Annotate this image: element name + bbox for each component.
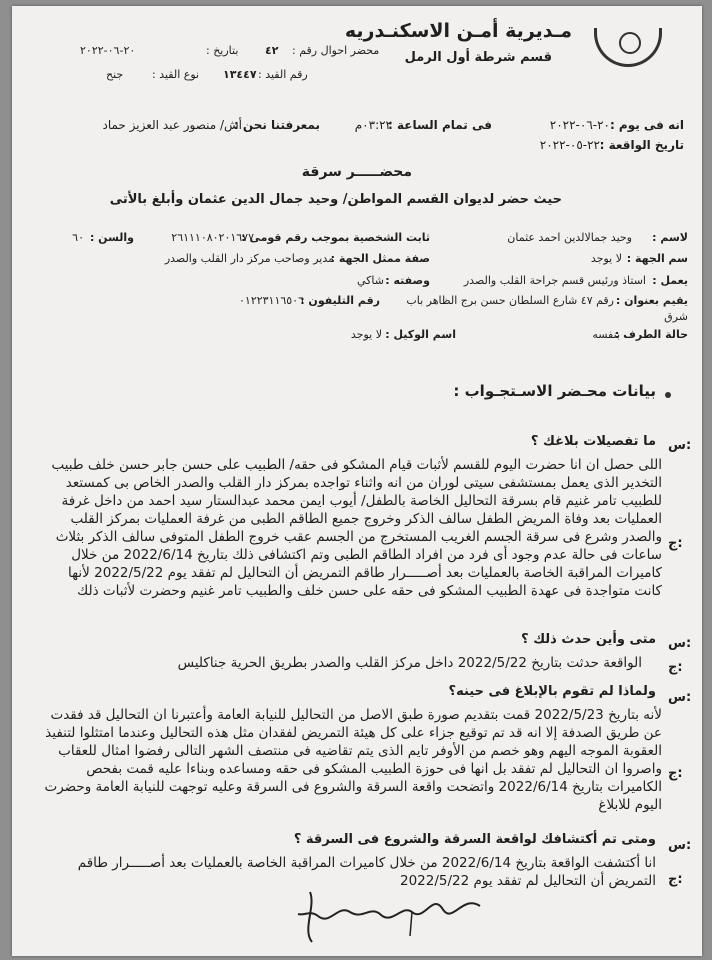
q1-text: ما تفصيلات بلاغك ؟ [530, 434, 656, 449]
work-label: يعمل : [652, 274, 688, 287]
address-label: يقيم بعنوان : [615, 294, 688, 307]
name-label: لاسم : [652, 231, 688, 244]
a1-letter: ج: [668, 536, 683, 551]
department-title: قسم شرطة أول الرمل [404, 50, 552, 65]
id-label: ثابت الشخصية بموجب رقم قومى : [241, 231, 430, 244]
agent-label: اسم الوكيل : [385, 328, 456, 341]
section-bullet-icon [665, 392, 671, 398]
a2-letter: ج: [668, 660, 683, 675]
day-value: ٢٠-٠٦-٢٠٢٢ [549, 118, 610, 132]
q2-text: متى وأين حدث ذلك ؟ [521, 632, 656, 647]
entity-value: لا يوجد [590, 252, 622, 265]
by-label: بمعرفتنا نحن : [233, 118, 320, 132]
time-label: فى تمام الساعة : [388, 118, 492, 132]
phone-label: رقم التليفون : [300, 294, 380, 307]
directorate-title: مـديرية أمـن الاسكنـدريه [344, 20, 572, 42]
a1-text: اللى حصل ان انا حضرت اليوم للقسم لأثبات قيام المشكو فى حقه/ الطبيب على حسن جابر حسن خلف طبيب التخدير الذى يعمل بمستشفى سيتى لوران من انه واثناء تواجده بمركز دار القلب والصدر الخاص بى كمستعد للطبيب تامر غنيم قام بسرقة التحاليل الخاصة بالطفل/ أيوب ايمن محمد عبدالستار سيد احمد من داخل غرفة العمليات بعد وفاة المريض الطفل سالف الذكر وخروج جميع الطاقم الطبى من غرفة العمليات بمركز القلب والصدر وشرع فى سرقة الجسم الغريب المستخرج من الجسم عقب خروج الطفل المتوفى سالف الذكر بثلاث ساعات فى حالة عدم وجود أى فرد من افراد الطاقم الطبى وتم اكتشافى ذلك بتاريخ 2022/6/14 من خلال كاميرات المراقبة الخاصة بالعمليات بعد أصـــــرار طاقم التمريض أن التحاليل لم تفقد يوم 2022/5/22 لأنها كانت متواجدة فى عهدة الطبيب المشكو فى حقه على حسن خلف والطبيب تامر غنيم وحضرت لأثبات ذلك [51, 457, 662, 599]
handwritten-signature [292, 886, 492, 946]
capacity-value: شاكي [357, 274, 384, 287]
a3-letter: ج: [668, 766, 683, 781]
id-value: ٢٦١١١٠٨٠٢٠١٦٧٧ [171, 231, 254, 244]
reg-type: جنح [106, 68, 124, 81]
q3-letter: س: [668, 690, 692, 705]
address-value: رقم ٤٧ شارع السلطان حسن برج الظاهر باب [406, 294, 614, 307]
work-value: استاذ ورئيس قسم جراحة القلب والصدر [463, 274, 646, 287]
capacity-label: وصفته : [385, 274, 430, 287]
q4-text: ومتى تم أكتشافك لواقعة السرقة والشروع فى السرقة ؟ [293, 832, 656, 847]
reg-no: ١٣٤٤٧ [223, 68, 257, 81]
reg-no-label: رقم القيد : [258, 68, 308, 81]
report-intro: حيث حضر لديوان القسم المواطن/ وحيد جمال الدين عثمان وأبلغ بالأتى [109, 192, 562, 207]
age-value: ٦٠ [72, 231, 84, 244]
a3-text: لأنه بتاريخ 2022/5/23 قمت بتقديم صورة طبق الاصل من التحاليل للنيابة العامة وأعتبرنا ان التحاليل قد فقدت عن طريق الصدفة إلا انه قد تم توقيع جزاء على كل هيئة التمريض لفقدان مثل هذه التحاليل وعندما امتثلوا لتنفيذ العقوبة الموجه اليهم وهو خصم من الأوفر تايم الذى يتم تقاضيه فى منتصف الشهر التالى رفضوا امثال للعقاب واصروا ان التحاليل لم تفقد بل انها فى حوزة الطبيب المشكو فى حقه ومساعده وبناءا عليه قمت بفحص الكاميرات بتاريخ 2022/6/14 واتضحت واقعة السرقة والشروع فى السرقة وعليه توجهت للنيابة العامة وحضرت اليوم للابلاغ [44, 707, 662, 813]
address-cont: شرق [664, 310, 688, 323]
record-date: ٢٠-٠٦-٢٠٢٢ [80, 44, 136, 57]
age-label: والسن : [89, 231, 134, 244]
rep-label: صفة ممثل الجهة : [330, 252, 430, 265]
document-sheet [12, 6, 702, 956]
q1-letter: س: [668, 438, 692, 453]
time-value: ٠٣:٢٢م [354, 118, 392, 132]
q2-letter: س: [668, 636, 692, 651]
a4-text: انا أكتشفت الواقعة بتاريخ 2022/6/14 من خلال كاميرات المراقبة الخاصة بالعمليات بعد أصـــــرار طاقم التمريض أن التحاليل لم تفقد يوم 2022/5/22 [77, 855, 656, 889]
police-emblem-icon [594, 28, 662, 67]
phone-value: ٠١٢٢٣١١٦٥٠٦ [239, 294, 304, 307]
q4-letter: س: [668, 838, 692, 853]
entity-label: سم الجهة : [626, 252, 688, 265]
section-title: بيانات محـضر الاسـتجـواب : [453, 382, 656, 400]
name-value: وحيد جمالالدين احمد عثمان [507, 231, 632, 244]
report-title: محضـــــر سرقة [301, 164, 412, 180]
incident-date-value: ٢٢-٠٥-٢٠٢٢ [539, 138, 600, 152]
party-label: حالة الطرف : [614, 328, 688, 341]
record-no-label: محضر احوال رقم : [292, 44, 380, 57]
by-value: أش/ منصور عبد العزيز حماد [102, 118, 242, 132]
incident-date-label: تاريخ الواقعة : [599, 138, 684, 152]
rep-value: مدير وصاحب مركز دار القلب والصدر [164, 252, 334, 265]
reg-type-label: نوع القيد : [152, 68, 200, 81]
agent-value: لا يوجد [350, 328, 382, 341]
party-value: بنفسه [592, 328, 620, 341]
record-date-label: بتاريخ : [206, 44, 239, 57]
day-label: انه فى يوم : [609, 118, 684, 132]
q3-text: ولماذا لم تقوم بالإبلاغ فى حينه؟ [448, 684, 656, 699]
a2-text: الواقعة حدثت بتاريخ 2022/5/22 داخل مركز القلب والصدر بطريق الحرية جناكليس [177, 655, 642, 671]
a4-letter: ج: [668, 872, 683, 887]
record-no: ٤٢ [265, 44, 279, 57]
